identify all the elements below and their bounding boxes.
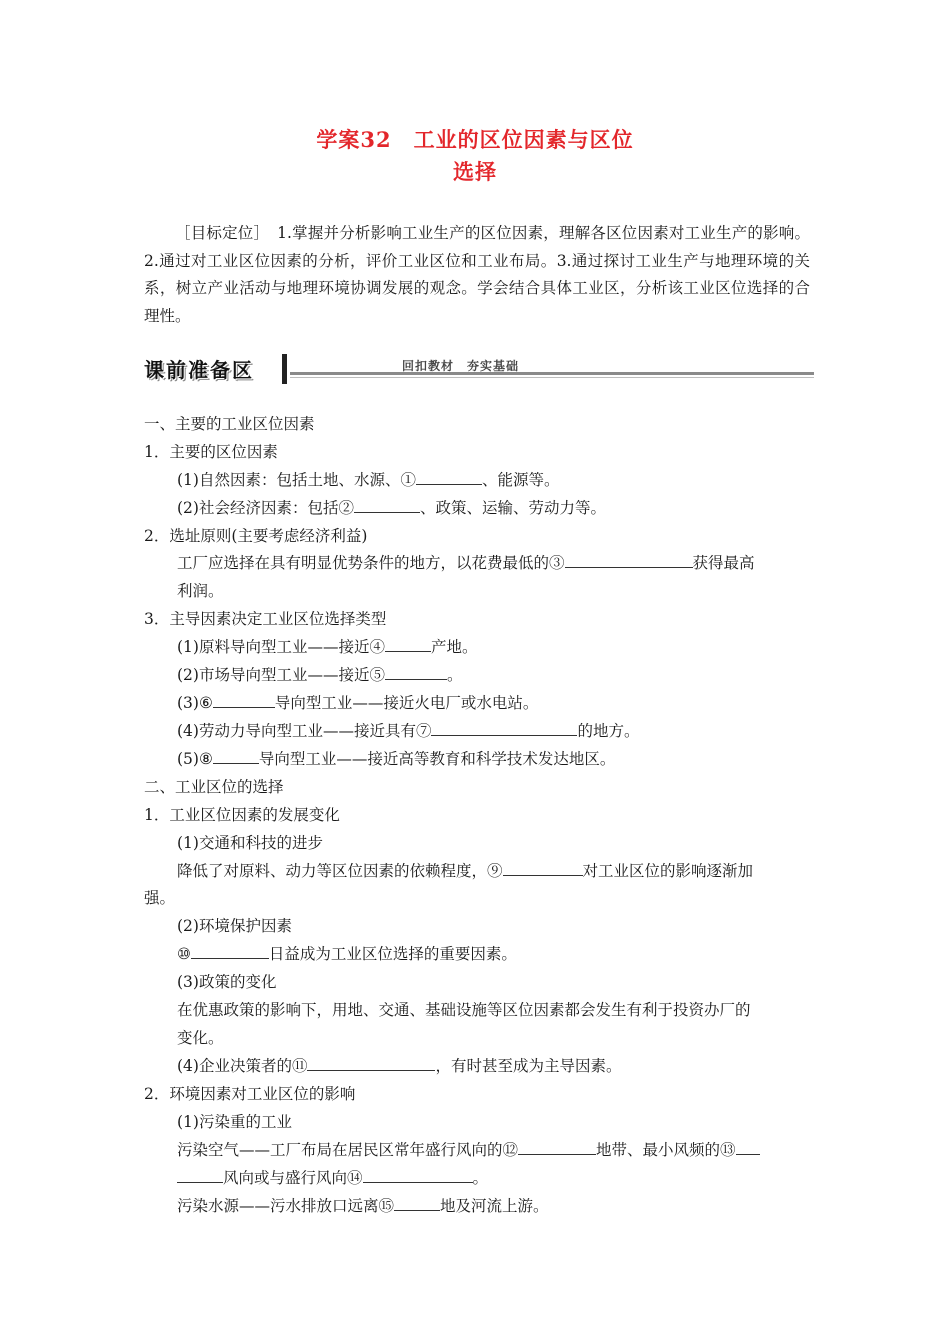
item-market [177, 663, 462, 685]
page-title-line1: 学案32 工业的区位因素与区位 [316, 127, 634, 152]
page-title-line2: 选择 [453, 159, 497, 184]
item-text: 、政策、运输、劳动力等。 [419, 499, 606, 517]
item-text: 的地方。 [577, 722, 640, 740]
item-text: 污染空气——工厂布局在居民区常年盛行风向的⑫ [177, 1141, 519, 1159]
air-pollution-line-a [177, 1138, 760, 1160]
fill-blank-14[interactable] [363, 1168, 473, 1183]
banner-rule-thin [290, 377, 814, 378]
fill-blank-9[interactable] [503, 861, 583, 876]
fill-blank-11[interactable] [307, 1056, 435, 1071]
subheading-3: 3．主导因素决定工业区位选择类型 [144, 610, 387, 628]
item-text: 产地。 [430, 638, 478, 656]
fill-blank-8[interactable] [213, 749, 259, 764]
item-environment: (2)环境保护因素 [177, 917, 292, 935]
item-text: 工厂应选择在具有明显优势条件的地方，以花费最低的③ [177, 554, 565, 572]
banner-rule [290, 372, 814, 375]
item-text: 、能源等。 [481, 471, 560, 489]
item-heavy-pollution: (1)污染重的工业 [177, 1113, 292, 1131]
fill-blank-3[interactable] [565, 553, 693, 568]
item-text: 日益成为工业区位选择的重要因素。 [268, 945, 517, 963]
item-text: 对工业区位的影响逐渐加 [582, 862, 754, 880]
banner-label-box [144, 354, 282, 382]
fill-blank-2[interactable] [354, 498, 420, 513]
subheading-2: 2．选址原则(主要考虑经济利益) [144, 527, 368, 545]
item-text: (2)社会经济因素：包括② [177, 499, 354, 517]
transport-line-b: 强。 [144, 889, 176, 907]
item-power [177, 691, 538, 713]
principle-line-b: 利润。 [177, 582, 224, 600]
fill-blank-13b[interactable] [177, 1168, 223, 1183]
item-text: ⑩ [177, 945, 191, 963]
item-text: 导向型工业——接近高等教育和科学技术发达地区。 [258, 750, 616, 768]
objectives-paragraph [144, 220, 810, 330]
item-text: 。 [446, 666, 463, 684]
transport-line-a [177, 859, 753, 881]
item-decision-maker [177, 1054, 621, 1076]
item-policy: (3)政策的变化 [177, 973, 277, 991]
fill-blank-7[interactable] [431, 721, 577, 736]
item-text: 降低了对原料、动力等区位因素的依赖程度，⑨ [177, 862, 503, 880]
item-technology [177, 747, 615, 769]
banner-divider [282, 354, 287, 384]
fill-blank-12[interactable] [518, 1140, 596, 1155]
item-raw-material [177, 635, 477, 657]
fill-blank-6[interactable] [213, 693, 275, 708]
air-pollution-line-b [177, 1166, 488, 1188]
item-natural-factors [177, 468, 559, 490]
item-labor [177, 719, 639, 741]
item-text: ，有时甚至成为主导因素。 [435, 1057, 622, 1075]
item-text: 风向或与盛行风向⑭ [223, 1169, 363, 1187]
item-text: (1)原料导向型工业——接近④ [177, 638, 385, 656]
section-banner [144, 354, 814, 386]
banner-label: 课前准备区 [144, 357, 254, 382]
fill-blank-15[interactable] [394, 1196, 440, 1211]
subheading-t2: 2．环境因素对工业区位的影响 [144, 1085, 356, 1103]
water-pollution-line [177, 1194, 549, 1216]
heading-2: 二、工业区位的选择 [144, 778, 284, 796]
fill-blank-1[interactable] [416, 470, 482, 485]
policy-line-a: 在优惠政策的影响下，用地、交通、基础设施等区位因素都会发生有利于投资办厂的 [177, 1001, 751, 1019]
principle-line-a [177, 551, 755, 573]
item-text: 地及河流上游。 [440, 1197, 549, 1215]
item-text: (2)市场导向型工业——接近⑤ [177, 666, 385, 684]
item-text: (5)⑧ [177, 750, 213, 768]
item-socioeconomic-factors [177, 496, 606, 518]
item-text: (3)⑥ [177, 694, 213, 712]
banner-subtitle: 回扣教材 夯实基础 [402, 359, 520, 373]
item-text: 导向型工业——接近火电厂或水电站。 [274, 694, 539, 712]
heading-1: 一、主要的工业区位因素 [144, 415, 315, 433]
fill-blank-5[interactable] [385, 665, 447, 680]
subheading-t1: 1．工业区位因素的发展变化 [144, 806, 340, 824]
subheading-1: 1．主要的区位因素 [144, 443, 278, 461]
item-text: 污染水源——污水排放口远离⑮ [177, 1197, 395, 1215]
item-text: (4)劳动力导向型工业——接近具有⑦ [177, 722, 432, 740]
item-text: (1)自然因素：包括土地、水源、① [177, 471, 416, 489]
environment-line [177, 942, 517, 964]
objectives-text: ［目标定位］ 1.掌握并分析影响工业生产的区位因素，理解各区位因素对工业生产的影响。2.通过对工业区位因素的分析，评价工业区位和工业布局。3.通过探讨工业生产与地理环境的关系，树立产业活动与地理环境协调发展的观念。学会结合具体工业区，分析该工业区位选择的合理性。 [144, 224, 810, 325]
fill-blank-10[interactable] [191, 944, 269, 959]
item-text: (4)企业决策者的⑪ [177, 1057, 308, 1075]
fill-blank-13a[interactable] [736, 1140, 760, 1155]
fill-blank-4[interactable] [385, 637, 431, 652]
item-text: 地带、最小风频的⑬ [596, 1141, 736, 1159]
policy-line-b: 变化。 [177, 1029, 224, 1047]
item-text: 。 [472, 1169, 489, 1187]
item-text: 获得最高 [692, 554, 755, 572]
item-transport-tech: (1)交通和科技的进步 [177, 834, 323, 852]
